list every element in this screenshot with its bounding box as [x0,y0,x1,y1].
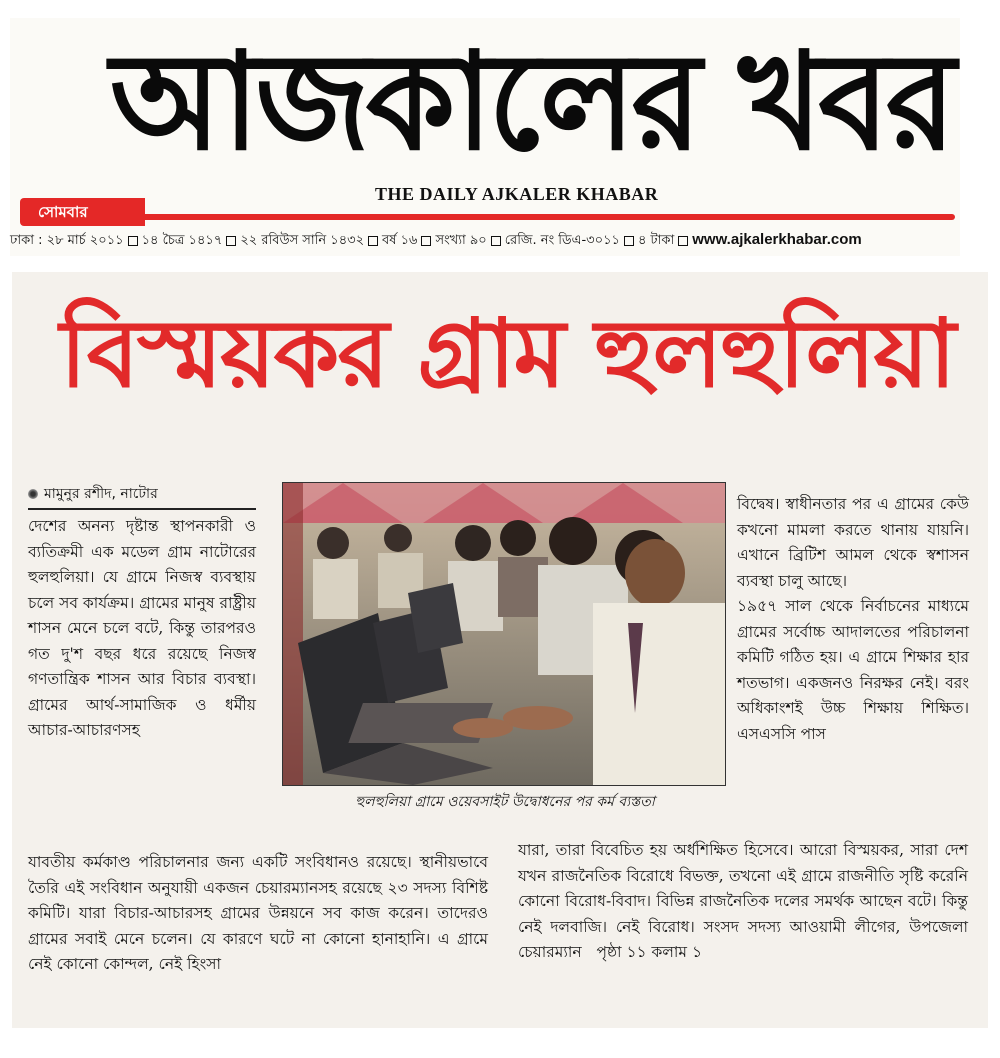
masthead [10,18,960,256]
date-item: সংখ্যা ৯০ [435,233,487,248]
box-icon [128,236,138,246]
box-icon [368,236,378,246]
box-icon [678,236,688,246]
article-column-bottom-left [28,850,488,978]
day-label: সোমবার [20,198,145,226]
box-icon [421,236,431,246]
article-paragraph: যাবতীয় কর্মকাণ্ড পরিচালনার জন্য একটি সংবিধানও রয়েছে। স্থানীয়ভাবে তৈরি এই সংবিধান অনুযায়ী একজন চেয়ারম্যানসহ রয়েছে ২৩ সদস্য বিশিষ্ট কমিটি। যারা বিচার-আচারসহ গ্রামের উন্নয়নে সব কাজ করেন। তাদেরও গ্রামের সবাই মেনে চলেন। যে কারণে ঘটে না কোনো হানাহানি। এ গ্রামে নেই কোনো কোন্দল, নেই হিংসা [28,853,488,973]
bullet-icon [28,489,38,499]
box-icon [491,236,501,246]
masthead-rule [135,214,955,220]
article-column-bottom-right [518,838,968,966]
continuation-note[interactable]: পৃষ্ঠা ১১ কলাম ১ [596,943,703,961]
article-text: যারা, তারা বিবেচিত হয় অর্ধশিক্ষিত হিসেবে। আরো বিস্ময়কর, সারা দেশ যখন রাজনৈতিক বিরোধে বিভক্ত, তখনো এই গ্রামে রাজনীতি সৃষ্টি করেনি কোনো বিরোধ-বিবাদ। বিভিন্ন রাজনৈতিক দলের সমর্থক আছেন বটে। কিন্তু নেই দলবাজি। নেই বিরোধ। সংসদ সদস্য আওয়ামী লীগের, উপজেলা চেয়ারম্যান [518,841,968,961]
newspaper-title: আজকালের খবর [110,24,952,181]
date-line [10,228,960,252]
date-item: রেজি. নং ডিএ-৩০১১ [504,233,620,248]
photo-caption: হুলহুলিয়া গ্রামে ওয়েবসাইট উদ্বোধনের পর কর্ম ব্যস্ততা [355,794,655,810]
newspaper-subtitle: THE DAILY AJKALER KHABAR [375,184,659,204]
article-paragraph: ১৯৫৭ সাল থেকে নির্বাচনের মাধ্যমে গ্রামের সর্বোচ্চ আদালতের পরিচালনা কমিটি গঠিত হয়। এ গ্রামে শিক্ষার হার শতভাগ। একজনও নিরক্ষর নেই। বরং অধিকাংশই উচ্চ শিক্ষায় শিক্ষিত। এসএসসি পাস [737,597,969,743]
article-column-right [737,492,969,747]
date-item: ১৪ চৈত্র ১৪১৭ [141,233,223,248]
website-link[interactable]: www.ajkalerkhabar.com [692,231,862,248]
article-column-left [28,514,256,744]
date-item: ৪ টাকা [637,233,675,248]
article-photo [282,482,726,786]
article-paragraph [518,838,968,966]
date-item: ২২ রবিউস সানি ১৪৩২ [240,233,365,248]
article-headline: বিস্ময়কর গ্রাম হুলহুলিয়া [59,300,955,409]
byline-author: মামুনুর রশীদ, নাটোর [44,486,158,502]
byline [28,480,256,510]
article-paragraph: দেশের অনন্য দৃষ্টান্ত স্থাপনকারী ও ব্যতিক্রমী এক মডেল গ্রাম নাটোরের হুলহুলিয়া। যে গ্রামে নিজস্ব ব্যবস্থায় চলে সব কার্যক্রম। গ্রামের মানুষ রাষ্ট্রীয় শাসন মেনে চলে বটে, কিন্তু তারপরও গত দু'শ বছর ধরে রয়েছে নিজস্ব গণতান্ত্রিক শাসন আর বিচার ব্যবস্থা। গ্রামের আর্থ-সামাজিক ও ধর্মীয় আচার-আচারণসহ [28,517,256,739]
date-item: বর্ষ ১৬ [382,233,418,248]
article-clip [12,272,988,1028]
date-item: ঢাকা : ২৮ মার্চ ২০১১ [10,233,124,248]
photo-illustration [283,483,725,785]
box-icon [226,236,236,246]
box-icon [624,236,634,246]
article-paragraph: বিদ্বেষ। স্বাধীনতার পর এ গ্রামের কেউ কখনো মামলা করতে থানায় যায়নি। এখানে ব্রিটিশ আমল থেকে স্বশাসন ব্যবস্থা চালু আছে। [737,495,969,590]
